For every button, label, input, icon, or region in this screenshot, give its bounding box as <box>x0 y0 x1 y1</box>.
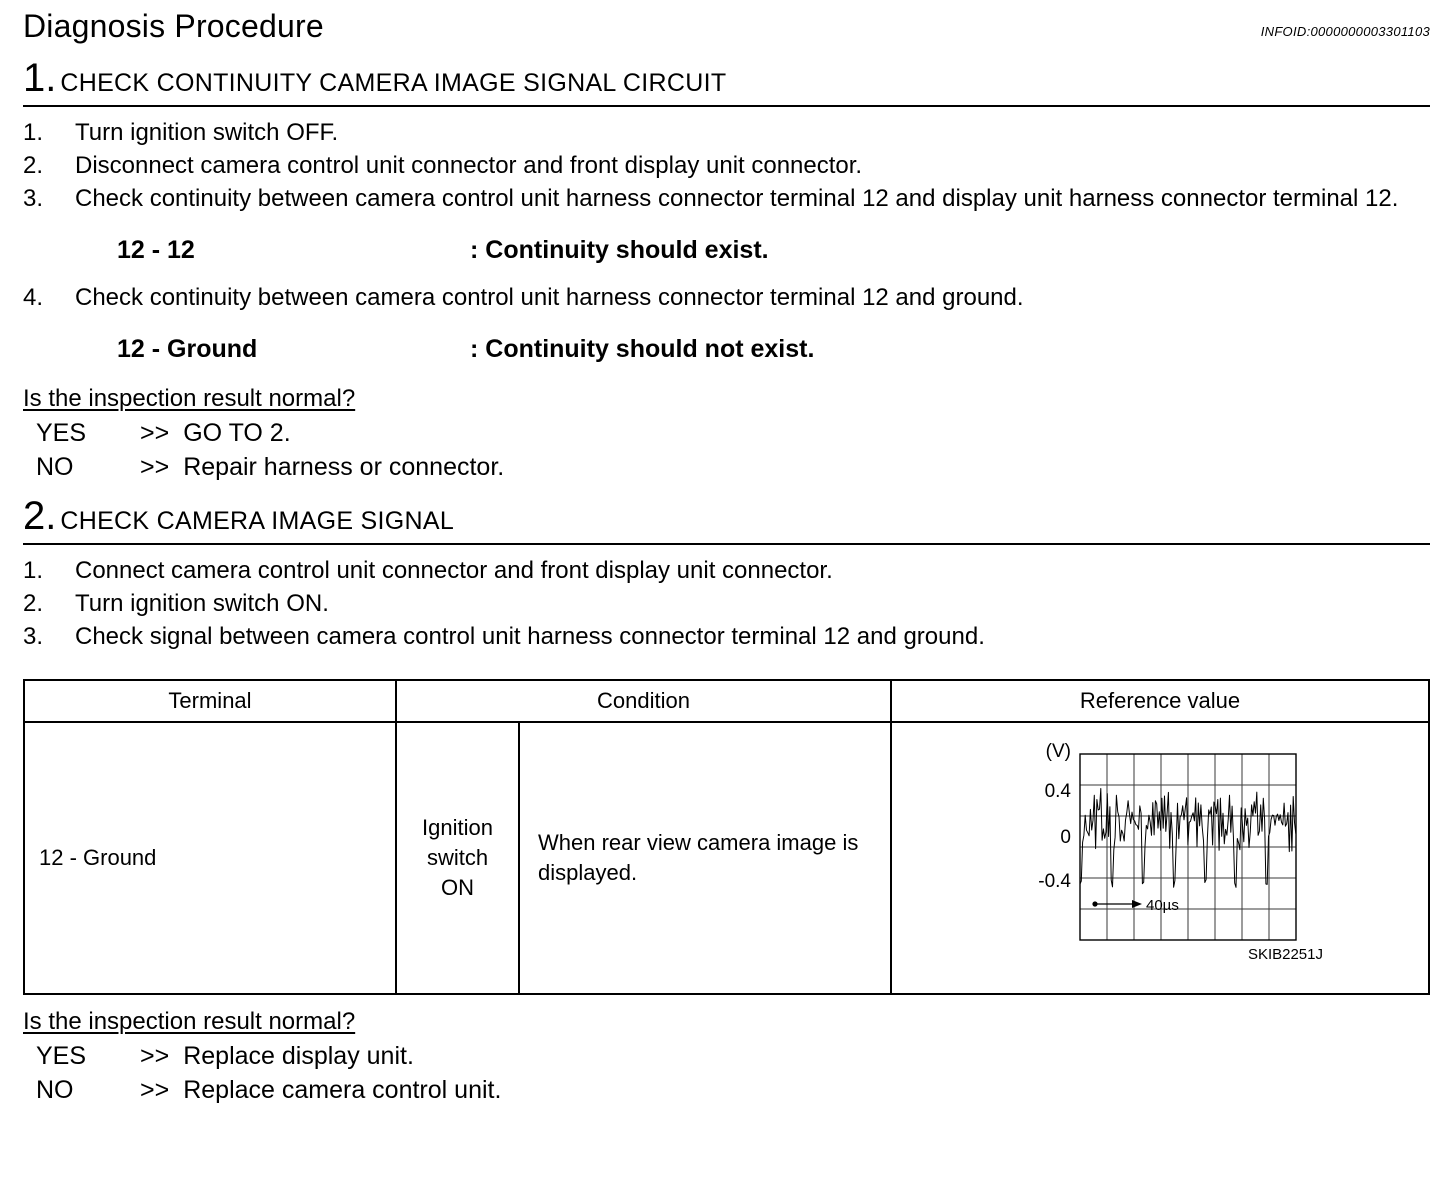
result-action: Repair harness or connector. <box>183 453 505 481</box>
list-item-number: 3. <box>23 185 44 212</box>
col-header-condition: Condition <box>396 680 891 722</box>
result-action: GO TO 2. <box>183 419 291 447</box>
result-action: Replace camera control unit. <box>183 1076 502 1104</box>
spec-line-ground <box>117 333 1430 366</box>
oscilloscope-figure <box>1023 741 1323 963</box>
list-item <box>23 182 1430 215</box>
step2-heading <box>23 496 1430 545</box>
list-item-number: 4. <box>23 284 44 311</box>
list-item-text: Turn ignition switch ON. <box>75 590 329 617</box>
figure-caption: SKIB2251J <box>1247 946 1323 963</box>
list-item <box>23 149 1430 182</box>
y-axis-unit-label: (V) <box>1045 741 1071 762</box>
title-bar <box>23 8 1430 45</box>
step1-number: 1. <box>23 56 57 100</box>
result-arrow: >> <box>140 1042 170 1070</box>
grid-lines <box>1080 754 1296 940</box>
reference-value-cell <box>891 722 1429 994</box>
spec-terminals: 12 - Ground <box>117 335 258 363</box>
step1-list <box>23 116 1430 215</box>
list-item-text: Check continuity between camera control unit harness connector terminal 12 and display unit harness connector terminal 12. <box>75 185 1399 212</box>
list-item-number: 1. <box>23 119 44 146</box>
oscilloscope-screen <box>1079 753 1297 943</box>
list-item <box>23 116 1430 149</box>
result-label: NO <box>36 1076 74 1104</box>
step2-title: CHECK CAMERA IMAGE SIGNAL <box>60 507 455 535</box>
time-scale-label: 40µs <box>1146 897 1179 914</box>
list-item <box>23 554 1430 587</box>
list-item-text: Disconnect camera control unit connector and front display unit connector. <box>75 152 863 179</box>
list-item-number: 2. <box>23 152 44 179</box>
result-action: Replace display unit. <box>183 1042 414 1070</box>
result-arrow: >> <box>140 453 170 481</box>
step2-list <box>23 554 1430 653</box>
col-header-terminal: Terminal <box>24 680 396 722</box>
y-tick-label: 0 <box>1060 827 1071 848</box>
result-label: NO <box>36 453 74 481</box>
result-label: YES <box>36 1042 87 1070</box>
list-item <box>23 620 1430 653</box>
signal-reference-table <box>23 679 1430 995</box>
y-tick-label: 0.4 <box>1044 781 1071 802</box>
list-item-text: Connect camera control unit connector and front display unit connector. <box>75 557 833 584</box>
col-header-reference: Reference value <box>891 680 1429 722</box>
list-item-text: Check signal between camera control unit harness connector terminal 12 and ground. <box>75 623 985 650</box>
spec-line-continuity <box>117 234 1430 267</box>
result-yes <box>36 1040 1430 1072</box>
spec-requirement: : Continuity should not exist. <box>470 335 815 363</box>
inspection-question: Is the inspection result normal? <box>23 1008 356 1035</box>
spec-requirement: : Continuity should exist. <box>470 236 769 264</box>
list-item-text: Check continuity between camera control unit harness connector terminal 12 and ground. <box>75 284 1024 311</box>
y-tick-label: -0.4 <box>1038 871 1071 892</box>
inspection-question: Is the inspection result normal? <box>23 385 356 412</box>
result-no <box>36 451 1430 483</box>
spec-terminals: 12 - 12 <box>117 236 195 264</box>
list-item-number: 3. <box>23 623 44 650</box>
list-item <box>23 281 1430 314</box>
list-item <box>23 587 1430 620</box>
result-arrow: >> <box>140 419 170 447</box>
condition-switch-cell: Ignition switch ON <box>396 722 519 994</box>
page-title: Diagnosis Procedure <box>23 8 324 44</box>
result-no <box>36 1074 1430 1106</box>
table-header-row <box>24 680 1429 722</box>
table-row <box>24 722 1429 994</box>
result-yes <box>36 417 1430 449</box>
condition-text-cell: When rear view camera image is displayed. <box>519 722 891 994</box>
step1-heading <box>23 58 1430 107</box>
list-item-number: 2. <box>23 590 44 617</box>
list-item-number: 1. <box>23 557 44 584</box>
terminal-cell: 12 - Ground <box>24 722 396 994</box>
result-arrow: >> <box>140 1076 170 1104</box>
infoid-label: INFOID:0000000003301103 <box>1260 24 1430 39</box>
time-marker-arrowhead <box>1132 900 1142 908</box>
result-label: YES <box>36 419 87 447</box>
step1-title: CHECK CONTINUITY CAMERA IMAGE SIGNAL CIRCUIT <box>60 69 727 97</box>
step2-number: 2. <box>23 494 57 538</box>
list-item-text: Turn ignition switch OFF. <box>75 119 339 146</box>
